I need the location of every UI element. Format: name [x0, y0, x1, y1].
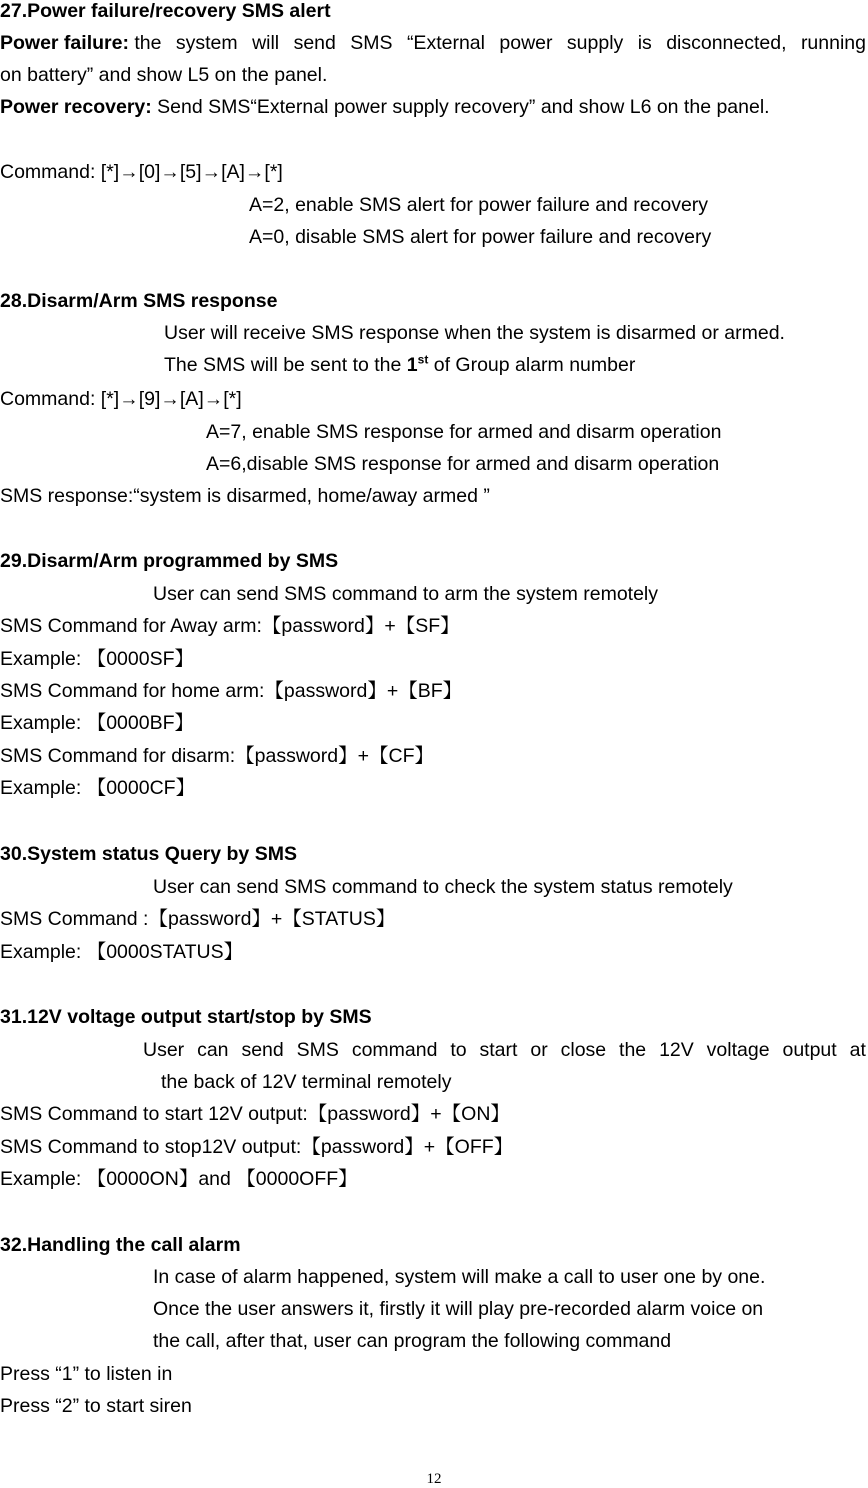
section-32-heading: 32.Handling the call alarm [0, 1234, 241, 1256]
s32-line1: In case of alarm happened, system will make a call to user one by one. [153, 1266, 766, 1288]
s29-disarm-example: Example: 【0000CF】 [0, 777, 196, 799]
s30-example: Example: 【0000STATUS】 [0, 941, 244, 963]
s32-line2: Once the user answers it, firstly it will play pre-recorded alarm voice on [153, 1298, 764, 1320]
s30-command: SMS Command :【password】+【STATUS】 [0, 908, 396, 930]
s27-power-failure-cont: on battery” and show L5 on the panel. [0, 64, 328, 86]
s31-intro-line [143, 1039, 866, 1061]
word: “External [406, 32, 485, 54]
word: will [252, 32, 280, 54]
word: supply [566, 32, 624, 54]
s32-line3: the call, after that, user can program the following command [153, 1330, 672, 1352]
word: to [450, 1039, 467, 1061]
word: can [197, 1039, 229, 1061]
word: or [530, 1039, 548, 1061]
s28-option-disable: A=6,disable SMS response for armed and disarm operation [206, 453, 720, 475]
s28-line1: User will receive SMS response when the system is disarmed or armed. [164, 322, 785, 344]
section-27-heading: 27.Power failure/recovery SMS alert [0, 0, 331, 22]
section-29-heading: 29.Disarm/Arm programmed by SMS [0, 550, 339, 572]
s29-intro: User can send SMS command to arm the system remotely [153, 583, 659, 605]
power-failure-label: Power failure: [0, 32, 129, 54]
s27-option-enable: A=2, enable SMS alert for power failure and recovery [249, 194, 709, 216]
ordinal-suffix: st [417, 352, 429, 367]
word: is [637, 32, 652, 54]
word: send [241, 1039, 284, 1061]
word: output [782, 1039, 837, 1061]
page-number: 12 [426, 1471, 442, 1487]
s31-intro-cont: the back of 12V terminal remotely [161, 1071, 452, 1093]
s31-stop-command: SMS Command to stop12V output:【password】+【OFF】 [0, 1136, 514, 1158]
s31-start-command: SMS Command to start 12V output:【password】+【ON】 [0, 1103, 510, 1125]
ordinal-number: 1 [406, 354, 418, 376]
word: start [479, 1039, 518, 1061]
word: send [293, 32, 336, 54]
word: disconnected, [666, 32, 787, 54]
section-31-heading: 31.12V voltage output start/stop by SMS [0, 1006, 372, 1028]
s27-power-recovery-line [0, 96, 770, 118]
s28-option-enable: A=7, enable SMS response for armed and disarm operation [206, 421, 722, 443]
s29-disarm-command: SMS Command for disarm:【password】+【CF】 [0, 745, 434, 767]
power-recovery-label: Power recovery: [0, 96, 152, 118]
s30-intro: User can send SMS command to check the system status remotely [153, 876, 733, 898]
s28-line2 [164, 354, 635, 376]
word: running [800, 32, 866, 54]
s28-line2-pre: The SMS will be sent to the [164, 354, 407, 376]
word: voltage [706, 1039, 770, 1061]
word: SMS [350, 32, 393, 54]
section-28-heading: 28.Disarm/Arm SMS response [0, 290, 278, 312]
s27-option-disable: A=0, disable SMS alert for power failure and recovery [249, 226, 712, 248]
power-recovery-text: Send SMS“External power supply recovery” and show L6 on the panel. [151, 96, 770, 118]
word: 12V [659, 1039, 694, 1061]
s29-away-example: Example: 【0000SF】 [0, 648, 195, 670]
s27-command: Command: [*]→[0]→[5]→[A]→[*] [0, 161, 283, 183]
word: the [619, 1039, 647, 1061]
word: SMS [296, 1039, 339, 1061]
word: the [134, 32, 162, 54]
s28-response: SMS response:“system is disarmed, home/away armed ” [0, 485, 490, 507]
s29-away-command: SMS Command for Away arm:【password】+【SF】 [0, 615, 460, 637]
s28-line2-post: of Group alarm number [428, 354, 636, 376]
word: at [849, 1039, 866, 1061]
s28-command: Command: [*]→[9]→[A]→[*] [0, 388, 242, 410]
s27-power-failure-line [0, 32, 866, 54]
s32-press-1: Press “1” to listen in [0, 1363, 173, 1385]
s31-example: Example: 【0000ON】and 【0000OFF】 [0, 1168, 358, 1190]
word: power [499, 32, 553, 54]
s29-home-command: SMS Command for home arm:【password】+【BF】 [0, 680, 463, 702]
word: system [175, 32, 238, 54]
s32-press-2: Press “2” to start siren [0, 1395, 192, 1417]
section-30-heading: 30.System status Query by SMS [0, 843, 297, 865]
word: command [351, 1039, 438, 1061]
word: close [560, 1039, 607, 1061]
s29-home-example: Example: 【0000BF】 [0, 712, 195, 734]
word: User [143, 1039, 185, 1061]
